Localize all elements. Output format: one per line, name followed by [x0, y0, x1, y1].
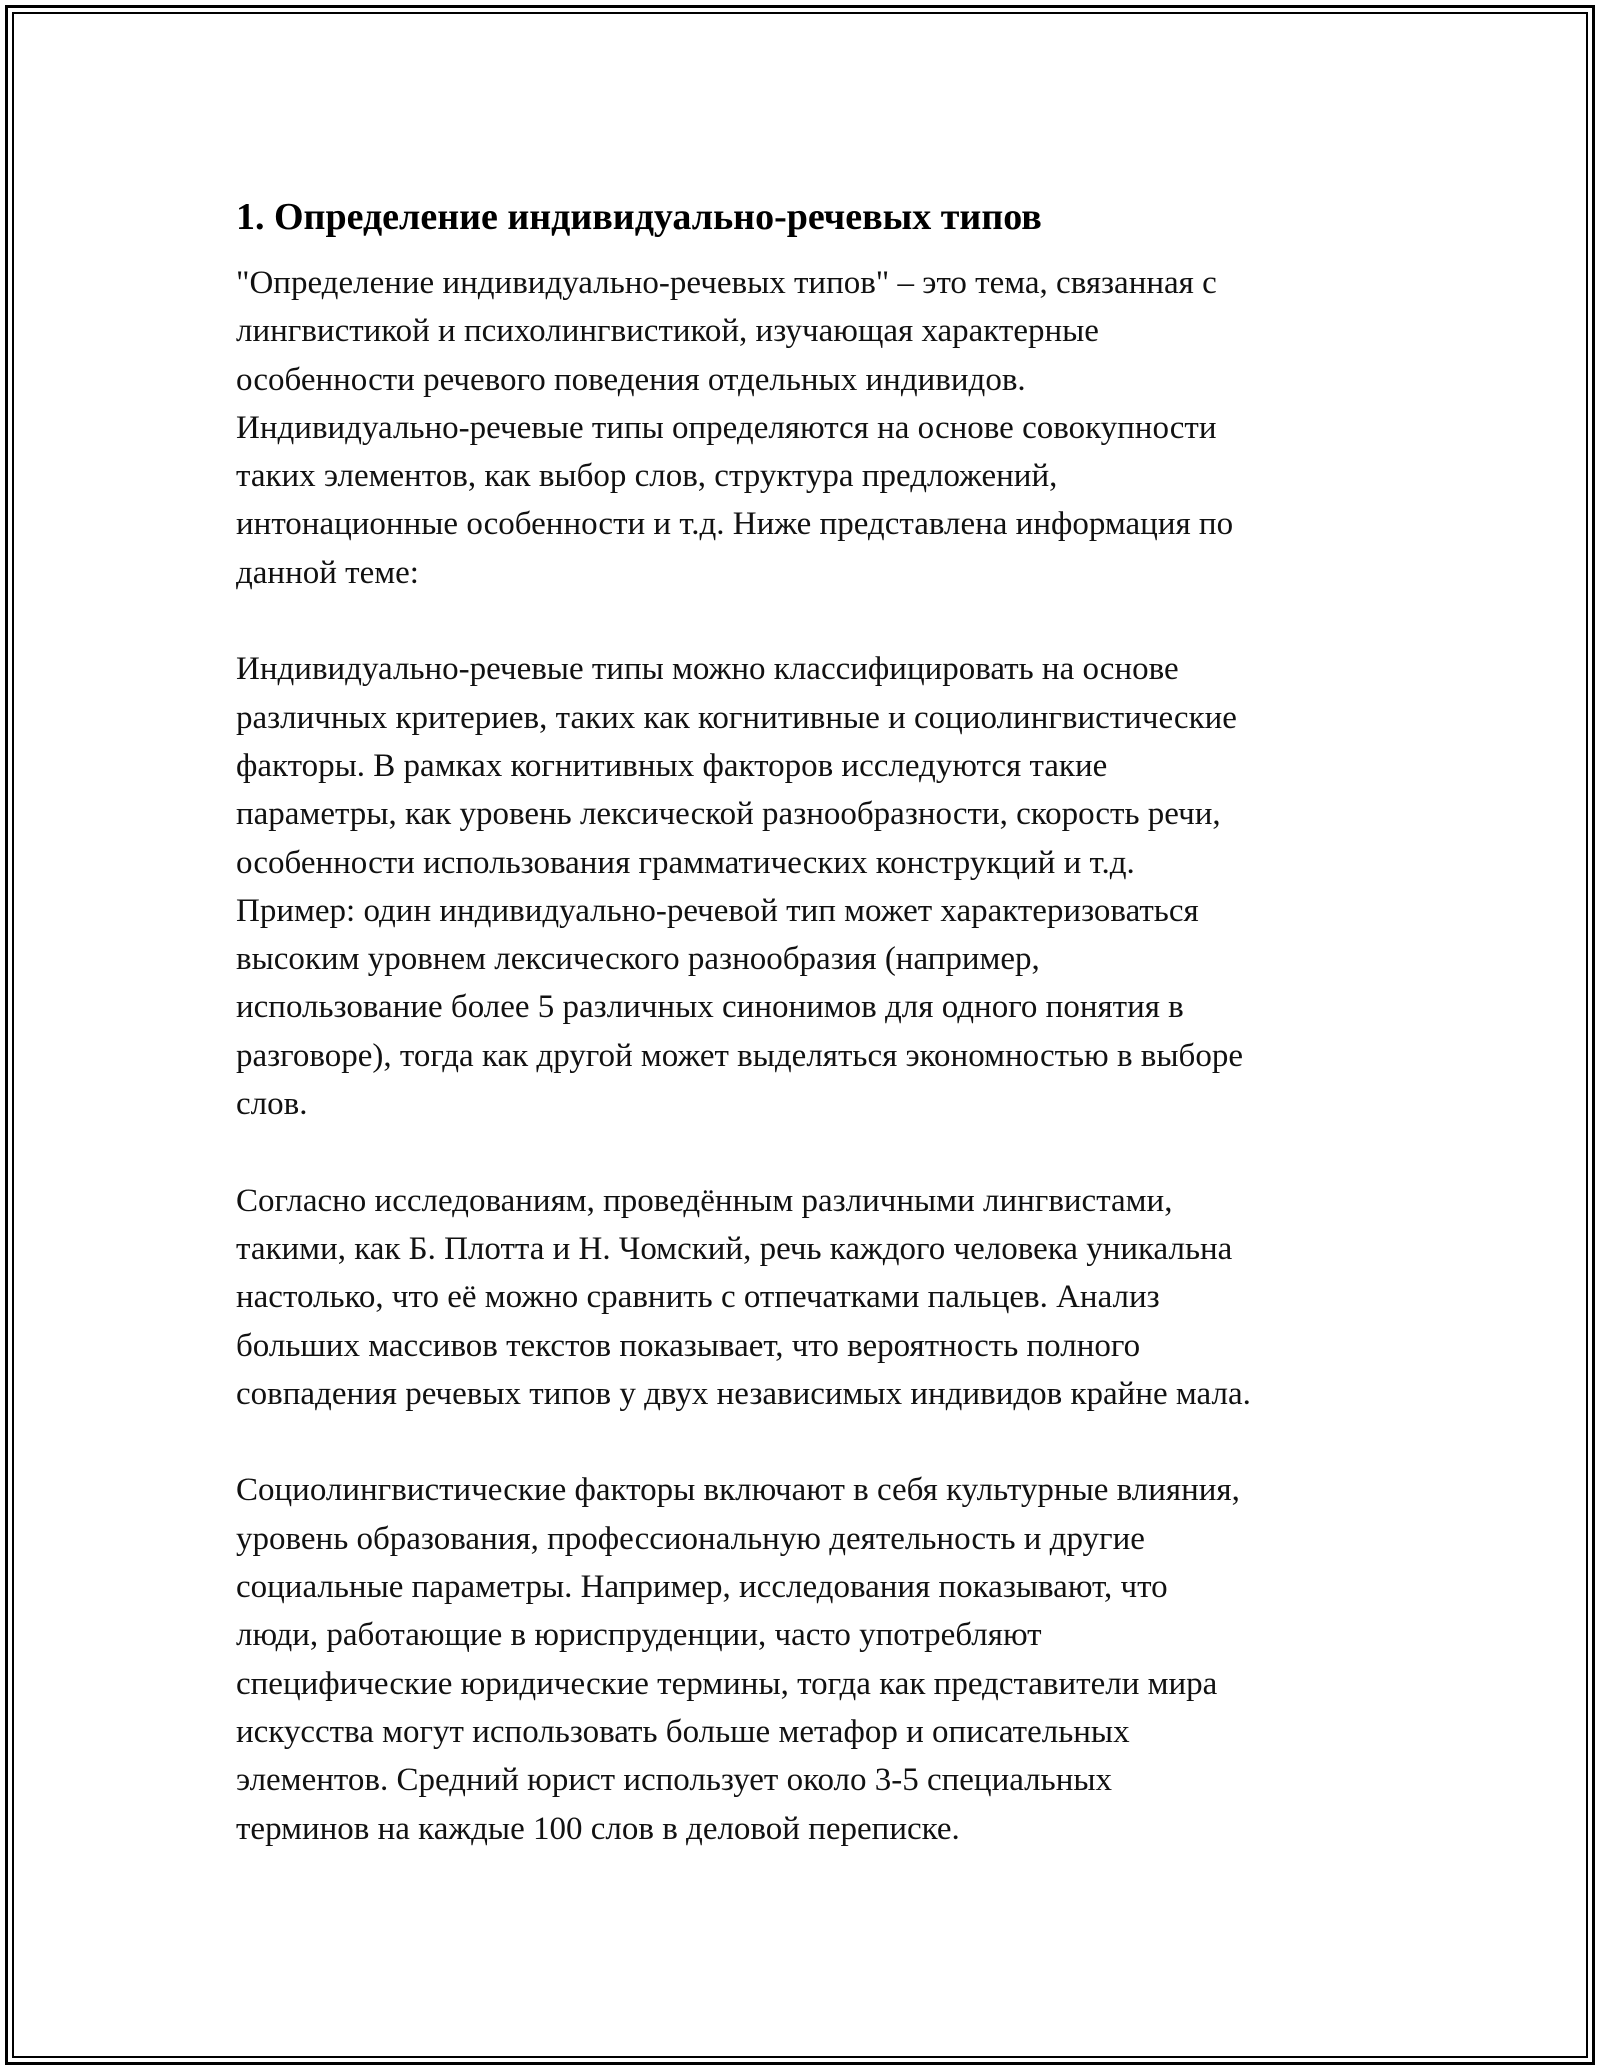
paragraph-gap: [236, 597, 1386, 645]
document-title: 1. Определение индивидуально-речевых типов: [236, 196, 1042, 238]
paragraph-gap: [236, 1128, 1386, 1176]
paragraph-sociolinguistic-factors: Социолингвистические факторы включают в себя культурные влияния, уровень образования, профессиональную деятельность и другие социальные параметры. Например, исследования показывают, что люди, работающие в юриспруденции, часто употребляют специфические юридические термины, тогда как представители мира искусства могут использовать больше метафор и описательных элементов. Средний юрист использует около 3-5 специальных терминов на каждые 100 слов в деловой переписке.: [236, 1472, 1240, 1847]
paragraph-intro: "Определение индивидуально-речевых типов" – это тема, связанная с лингвистикой и психолингвистикой, изучающая характерные особенности речевого поведения отдельных индивидов. Индивидуально-речевые типы определяются на основе совокупности таких элементов, как выбор слов, структура предложений, интонационные особенности и т.д. Ниже представлена информация по данной теме:: [236, 265, 1234, 591]
paragraph-gap: [236, 1418, 1386, 1466]
document-body: [236, 188, 1386, 1853]
paragraph-cognitive-factors: Индивидуально-речевые типы можно классифицировать на основе различных критериев, таких как когнитивные и социолингвистические факторы. В рамках когнитивных факторов исследуются такие параметры, как уровень лексической разнообразности, скорость речи, особенности использования грамматических конструкций и т.д. Пример: один индивидуально-речевой тип может характеризоваться высоким уровнем лексического разнообразия (например, использование более 5 различных синонимов для одного понятия в разговоре), тогда как другой может выделяться экономностью в выборе слов.: [236, 651, 1243, 1123]
paragraph-research: Согласно исследованиям, проведённым различными лингвистами, такими, как Б. Плотта и Н. Чомский, речь каждого человека уникальна настолько, что её можно сравнить с отпечатками пальцев. Анализ больших массивов текстов показывает, что вероятность полного совпадения речевых типов у двух независимых индивидов крайне мала.: [236, 1182, 1251, 1412]
